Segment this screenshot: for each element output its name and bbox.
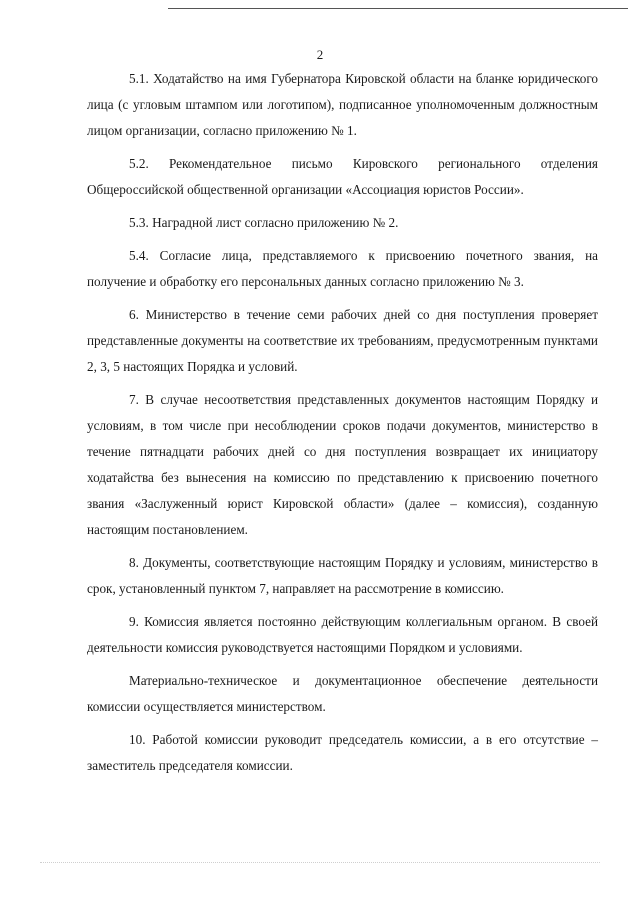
paragraph-6: 6. Министерство в течение семи рабочих дней со дня поступления проверяет представленные документы на соответствие их требованиям, предусмотренным пунктами 2, 3, 5 настоящих Порядка и условий. [87, 307, 598, 374]
top-rule [168, 8, 628, 9]
paragraph-5-3: 5.3. Наградной лист согласно приложению № 2. [129, 215, 399, 230]
paragraph-7: 7. В случае несоответствия представленных документов настоящим Порядку и условиям, в том числе при несоблюдении сроков подачи документов, министерство в течение пятнадцати рабочих дней со дня поступления возвращает их инициатору ходатайства без вынесения на комиссию по представлению к присвоению почетного звания «Заслуженный юрист Кировской области» (далее – комиссия), созданную настоящим постановлением. [87, 392, 598, 537]
paragraph-10: 10. Работой комиссии руководит председатель комиссии, а в его отсутствие – заместитель председателя комиссии. [87, 732, 598, 773]
paragraph-8: 8. Документы, соответствующие настоящим Порядку и условиям, министерство в срок, установленный пунктом 7, направляет на рассмотрение в комиссию. [87, 555, 598, 596]
paragraph-5-2: 5.2. Рекомендательное письмо Кировского регионального отделения Общероссийской общественной организации «Ассоциация юристов России». [87, 156, 598, 197]
paragraph-9: 9. Комиссия является постоянно действующим коллегиальным органом. В своей деятельности комиссия руководствуется настоящими Порядком и условиями. [87, 614, 598, 655]
paragraph-5-4: 5.4. Согласие лица, представляемого к присвоению почетного звания, на получение и обработку его персональных данных согласно приложению № 3. [87, 248, 598, 289]
paragraph-5-1: 5.1. Ходатайство на имя Губернатора Кировской области на бланке юридического лица (с угловым штампом или логотипом), подписанное уполномоченным должностным лицом организации, согласно приложению № 1. [87, 71, 598, 138]
page-number: 2 [316, 47, 324, 62]
paragraph-9-support: Материально-техническое и документационное обеспечение деятельности комиссии осуществляется министерством. [87, 673, 598, 714]
scan-artifact-line [40, 862, 600, 865]
document-body [87, 66, 598, 779]
